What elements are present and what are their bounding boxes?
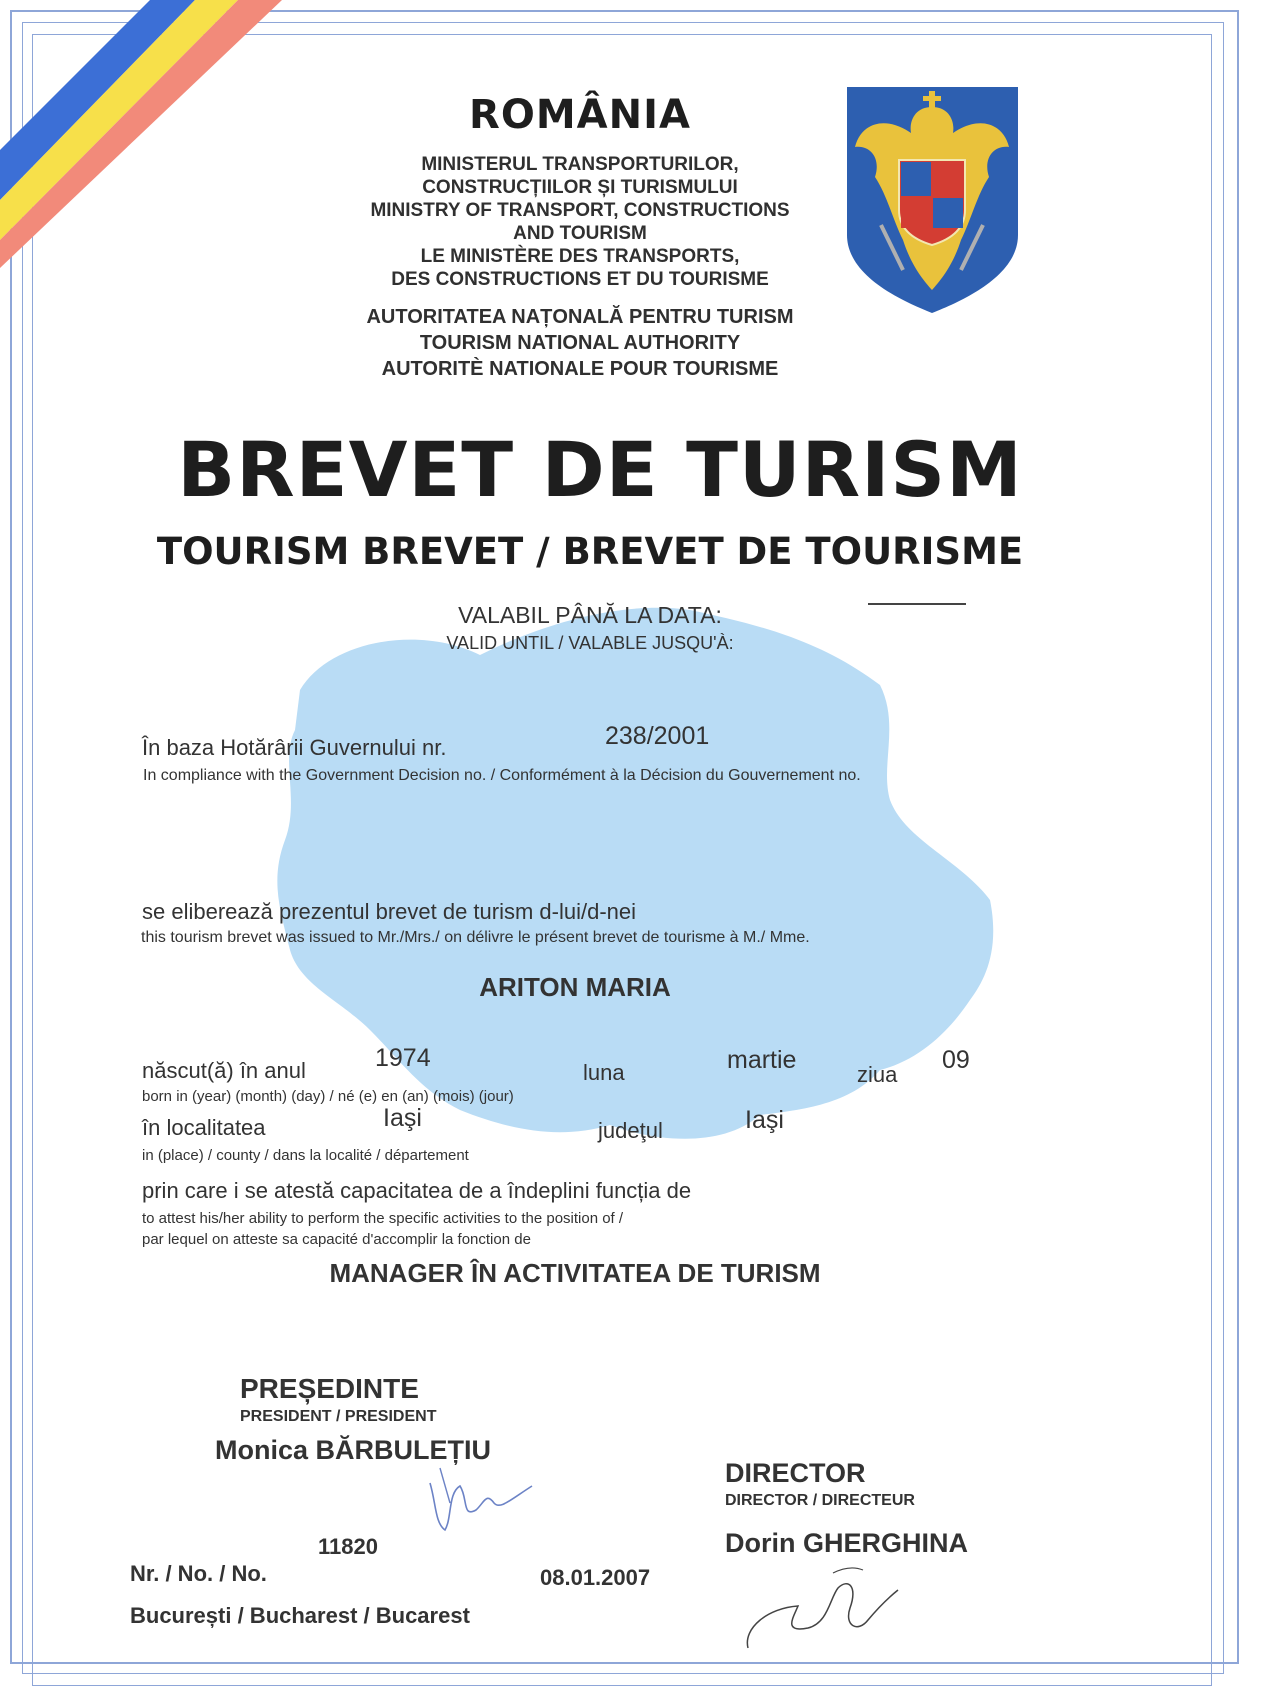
function-label-en: to attest his/her ability to perform the specific activities to the position of / xyxy=(142,1210,624,1227)
ministry-line-3: MINISTRY OF TRANSPORT, CONSTRUCTIONS xyxy=(370,200,790,221)
birth-year-label: născut(ă) în anul xyxy=(142,1058,306,1083)
function-position: MANAGER ÎN ACTIVITATEA DE TURISM xyxy=(329,1258,821,1288)
president-title-en-fr: PRESIDENT / PRESIDENT xyxy=(240,1408,437,1425)
ministry-line-4: AND TOURISM xyxy=(513,223,647,244)
county-value: Iaşi xyxy=(745,1106,784,1134)
birth-month: martie xyxy=(727,1046,797,1074)
ministry-line-6: DES CONSTRUCTIONS ET DU TOURISME xyxy=(391,269,769,290)
document-subtitle: TOURISM BREVET / BREVET DE TOURISME xyxy=(156,530,1024,573)
coat-of-arms xyxy=(845,85,1020,315)
valid-until-line xyxy=(868,603,966,605)
ministry-line-2: CONSTRUCȚIILOR ȘI TURISMULUI xyxy=(422,177,738,198)
authority-line-3: AUTORITÈ NATIONALE POUR TOURISME xyxy=(381,358,779,380)
number-label: Nr. / No. / No. xyxy=(130,1561,267,1586)
decision-number: 238/2001 xyxy=(605,722,710,750)
authority-line-2: TOURISM NATIONAL AUTHORITY xyxy=(419,332,741,354)
director-title-en-fr: DIRECTOR / DIRECTEUR xyxy=(725,1492,915,1509)
ministry-line-5: LE MINISTÈRE DES TRANSPORTS, xyxy=(420,246,740,267)
issue-city: București / Bucharest / Bucarest xyxy=(130,1603,470,1628)
country-title: ROMÂNIA xyxy=(469,92,691,138)
authority-line-1: AUTORITATEA NAȚONALĂ PENTRU TURISM xyxy=(366,306,794,328)
holder-name: ARITON MARIA xyxy=(479,972,671,1002)
locality-value: Iaşi xyxy=(383,1104,422,1132)
valid-until-label-ro: VALABIL PÂNĂ LA DATA: xyxy=(458,602,722,628)
function-label-fr: par lequel on atteste sa capacité d'accomplir la fonction de xyxy=(142,1231,531,1248)
issue-date: 08.01.2007 xyxy=(540,1565,651,1590)
president-title-ro: PREȘEDINTE xyxy=(240,1373,419,1404)
birth-year: 1974 xyxy=(375,1044,431,1072)
place-label-en-fr: in (place) / county / dans la localité / département xyxy=(142,1147,469,1164)
document-title: BREVET DE TURISM xyxy=(177,425,1023,514)
birth-month-label: luna xyxy=(583,1060,625,1085)
president-signature xyxy=(420,1458,550,1538)
issued-label-ro: se eliberează prezentul brevet de turism d-lui/d-nei xyxy=(142,899,637,924)
director-signature xyxy=(738,1558,938,1650)
function-label-ro: prin care i se atestă capacitatea de a îndeplini funcția de xyxy=(142,1178,692,1203)
locality-label: în localitatea xyxy=(142,1115,266,1140)
birth-label-en-fr: born in (year) (month) (day) / né (e) en (an) (mois) (jour) xyxy=(142,1088,514,1105)
ministry-line-1: MINISTERUL TRANSPORTURILOR, xyxy=(421,154,739,175)
director-title: DIRECTOR xyxy=(725,1458,866,1488)
birth-day-label: ziua xyxy=(857,1062,898,1087)
valid-until-label-en-fr: VALID UNTIL / VALABLE JUSQU'À: xyxy=(446,633,734,653)
birth-day: 09 xyxy=(942,1046,970,1074)
issued-label-en-fr: this tourism brevet was issued to Mr./Mrs./ on délivre le présent brevet de tourisme à M./ Mme. xyxy=(141,929,810,946)
decision-label-en-fr: In compliance with the Government Decision no. / Conformément à la Décision du Gouvernement no. xyxy=(143,767,861,784)
director-name: Dorin GHERGHINA xyxy=(725,1528,968,1558)
decision-label-ro: În baza Hotărârii Guvernului nr. xyxy=(142,735,447,760)
document-number: 11820 xyxy=(318,1534,378,1559)
president-name: Monica BĂRBULEȚIU xyxy=(215,1435,491,1465)
county-label: judeţul xyxy=(598,1118,663,1143)
